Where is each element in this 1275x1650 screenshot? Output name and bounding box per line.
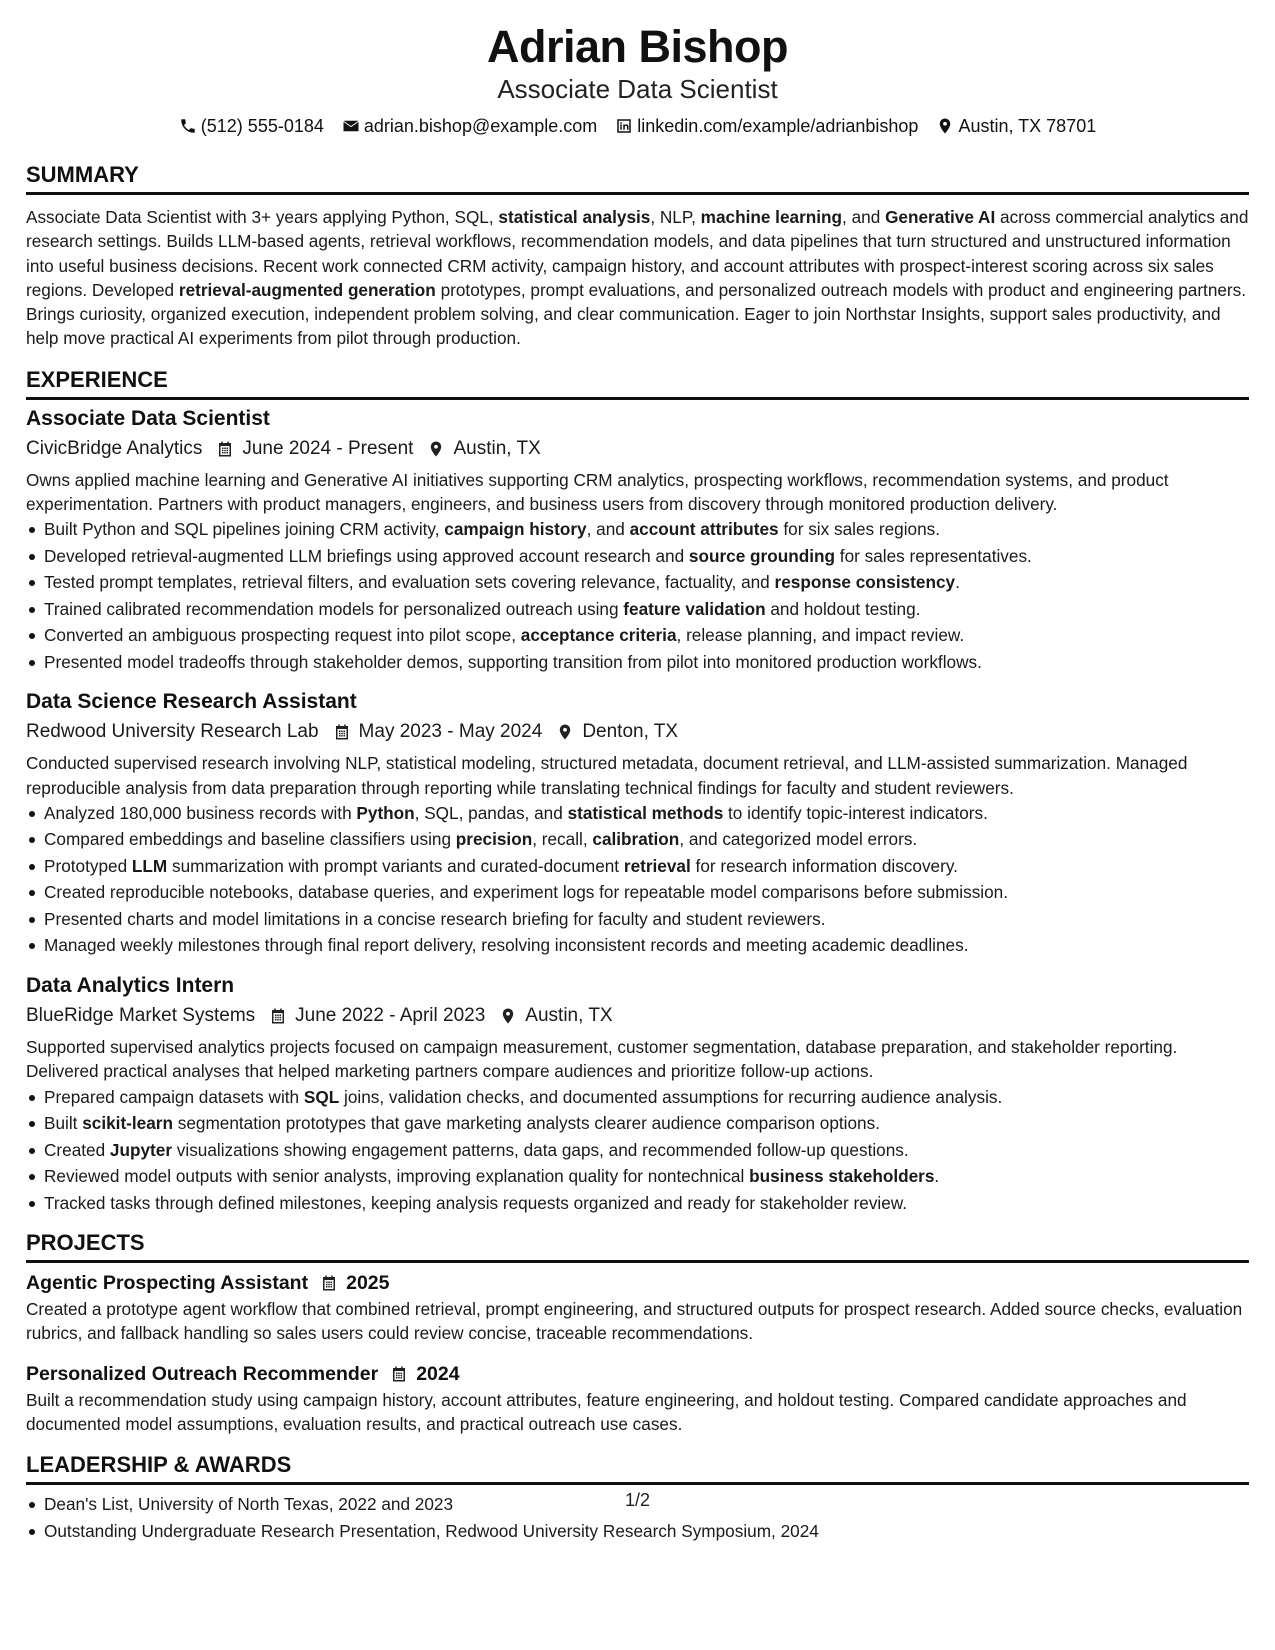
job-location: Austin, TX [453, 437, 541, 459]
bold-keyword: retrieval-augmented generation [178, 279, 436, 300]
experience-list [26, 404, 1249, 1216]
bullet-item [44, 1163, 1249, 1190]
map-marker-icon [936, 117, 954, 135]
text-run: Built Python and SQL pipelines joining CRM activity, [44, 519, 445, 540]
projects-section [26, 1228, 1249, 1436]
section-divider [26, 1260, 1249, 1263]
text-run: joins, validation checks, and documented assumptions for recurring audience analysis. [339, 1086, 1003, 1107]
bullet-item [44, 879, 1249, 906]
candidate-title: Associate Data Scientist [497, 74, 778, 104]
bold-keyword: source grounding [688, 545, 836, 566]
job-organization: CivicBridge Analytics [26, 437, 203, 459]
contact-linkedin[interactable] [615, 114, 918, 138]
text-run: Created [44, 1139, 110, 1160]
contact-location [936, 114, 1096, 138]
section-divider [26, 397, 1249, 400]
bullet-item [44, 516, 1249, 543]
text-run: Managed weekly milestones through final report delivery, resolving inconsistent records and meeting academic deadlines. [44, 935, 969, 956]
text-run: Created reproducible notebooks, database queries, and experiment logs for repeatable model comparisons before submission. [44, 882, 1009, 903]
bullet-item [44, 800, 1249, 827]
job-organization: BlueRidge Market Systems [26, 1004, 256, 1026]
page-number: 1/2 [624, 1490, 651, 1510]
text-run: Presented charts and model limitations in a concise research briefing for faculty and student reviewers. [44, 908, 826, 929]
text-run: Associate Data Scientist with 3+ years applying Python, SQL, [26, 207, 499, 227]
text-run: Built [44, 1113, 83, 1134]
projects-list [26, 1269, 1249, 1436]
bullet-item [44, 906, 1249, 933]
job-bullets [26, 516, 1249, 675]
text-run: summarization with prompt variants and curated-document [167, 855, 624, 876]
job-entry [26, 687, 1249, 959]
project-header [26, 1269, 1249, 1297]
summary-text [26, 205, 1249, 351]
calendar-icon [269, 1006, 287, 1026]
job-meta [26, 1001, 1249, 1031]
job-description: Conducted supervised research involving NLP, statistical modeling, structured metadata, document retrieval, and LLM-assisted summarization. Managed reproducible analysis from data preparation through reporting while translating technical findings for faculty and student reviewers. [26, 753, 1188, 798]
job-title: Data Analytics Intern [26, 973, 235, 997]
award-item: Outstanding Undergraduate Research Presentation, Redwood University Research Symposium, 2024 [44, 1518, 1249, 1545]
project-entry [26, 1360, 1249, 1437]
job-dates: May 2023 - May 2024 [358, 721, 543, 743]
text-run: Analyzed 180,000 business records with [44, 802, 357, 823]
bullet-item [44, 1110, 1249, 1137]
bullet-item [44, 649, 1249, 676]
bold-keyword: statistical analysis [498, 207, 651, 227]
text-run: . [955, 572, 960, 593]
project-name: Agentic Prospecting Assistant [26, 1272, 309, 1295]
text-run: , release planning, and impact review. [676, 625, 965, 646]
resume-content [26, 20, 1249, 1544]
location-text: Austin, TX 78701 [958, 116, 1097, 136]
text-run: Tested prompt templates, retrieval filters, and evaluation sets covering relevance, factuality, and [44, 572, 775, 593]
text-run: , NLP, [650, 207, 701, 227]
bold-keyword: machine learning [700, 207, 843, 227]
text-run: . [934, 1166, 940, 1187]
project-year: 2024 [416, 1362, 460, 1385]
text-run: Developed retrieval-augmented LLM briefings using approved account research and [44, 545, 689, 566]
job-location: Austin, TX [525, 1004, 613, 1026]
summary-section [26, 160, 1249, 351]
job-meta [26, 434, 1249, 464]
text-run: for research information discovery. [690, 855, 958, 876]
calendar-icon [333, 722, 351, 742]
phone-text: (512) 555-0184 [200, 116, 324, 136]
bullet-item [44, 569, 1249, 596]
envelope-icon [342, 117, 360, 135]
bold-keyword: Generative AI [885, 207, 996, 227]
section-title-leadership: LEADERSHIP & AWARDS [26, 1452, 292, 1478]
bullet-item [44, 596, 1249, 623]
map-marker-icon [427, 439, 445, 459]
job-location: Denton, TX [582, 721, 679, 743]
project-year: 2025 [346, 1272, 390, 1295]
job-organization: Redwood University Research Lab [26, 721, 319, 743]
map-marker-icon [499, 1006, 517, 1026]
bold-keyword: business stakeholders [749, 1166, 935, 1187]
text-run: Compared embeddings and baseline classifiers using [44, 829, 456, 850]
text-run: , recall, [532, 829, 593, 850]
text-run: across commercial analytics and research settings. Builds LLM-based agents, retrieval workflows, recommendation models, and data pipelines that turn structured and unstructured information into useful business decisions. Recent work connected CRM activity, campaign history, and account attributes with prospect-interest scoring across six sales regions. Developed [26, 207, 1249, 300]
bold-keyword: account attributes [629, 519, 779, 540]
contact-email[interactable] [342, 114, 597, 138]
bullet-item [44, 1137, 1249, 1164]
text-run: Reviewed model outputs with senior analysts, improving explanation quality for nontechnical [44, 1166, 750, 1187]
calendar-icon [390, 1364, 408, 1384]
bold-keyword: LLM [131, 855, 168, 876]
bullet-item [44, 1084, 1249, 1111]
job-description: Supported supervised analytics projects focused on campaign measurement, customer segmentation, database preparation, and stakeholder reporting. Delivered practical analyses that helped marketing partners compare audiences and prioritize follow-up actions. [26, 1036, 1178, 1082]
job-bullets [26, 800, 1249, 959]
phone-icon [179, 117, 197, 135]
bullet-item [44, 1190, 1249, 1217]
project-name: Personalized Outreach Recommender [26, 1362, 379, 1385]
section-divider [26, 1482, 1249, 1485]
bold-keyword: campaign history [444, 519, 587, 540]
bullet-item [44, 853, 1249, 880]
bold-keyword: retrieval [623, 855, 691, 876]
text-run: Tracked tasks through defined milestones, keeping analysis requests organized and ready for stakeholder review. [44, 1192, 908, 1213]
job-title: Data Science Research Assistant [26, 690, 357, 714]
contact-bar [26, 114, 1249, 138]
award-item: Dean's List, University of North Texas, 2022 and 2023 [44, 1491, 1249, 1518]
linkedin-text: linkedin.com/example/adrianbishop [637, 116, 919, 136]
bold-keyword: Python [356, 802, 415, 823]
text-run: , SQL, pandas, and [414, 802, 568, 823]
text-run: Prepared campaign datasets with [44, 1086, 304, 1107]
text-run: , and [586, 519, 630, 540]
text-run: Trained calibrated recommendation models for personalized outreach using [44, 598, 624, 619]
job-description: Owns applied machine learning and Generative AI initiatives supporting CRM analytics, prospecting workflows, recommendation systems, and product experimentation. Partners with product managers, engineers, and business users from discovery through monitored production delivery. [26, 469, 1169, 515]
bold-keyword: precision [455, 829, 533, 850]
calendar-icon [216, 439, 234, 459]
project-header [26, 1360, 1249, 1388]
text-run: for sales representatives. [835, 545, 1032, 566]
calendar-icon [320, 1273, 338, 1293]
bold-keyword: SQL [303, 1086, 340, 1107]
job-entry [26, 971, 1249, 1216]
experience-section [26, 365, 1249, 1216]
project-description: Built a recommendation study using campaign history, account attributes, feature engineering, and holdout testing. Compared candidate approaches and documented model assumptions, evaluation results, and practical outreach use cases. [26, 1389, 1187, 1434]
job-bullets [26, 1084, 1249, 1217]
contact-phone[interactable] [179, 114, 324, 138]
text-run: Converted an ambiguous prospecting request into pilot scope, [44, 625, 521, 646]
project-description: Created a prototype agent workflow that combined retrieval, prompt engineering, and structured outputs for prospect research. Added source checks, evaluation rubrics, and fallback handling so sales users could review concise, traceable recommendations. [26, 1299, 1243, 1344]
section-title-summary: SUMMARY [26, 162, 139, 187]
linkedin-icon [615, 117, 633, 135]
text-run: , and categorized model errors. [679, 829, 918, 850]
bold-keyword: statistical methods [567, 802, 724, 823]
project-entry [26, 1269, 1249, 1346]
text-run: Presented model tradeoffs through stakeholder demos, supporting transition from pilot into monitored production workflows. [44, 651, 982, 672]
job-title: Associate Data Scientist [26, 406, 270, 430]
bold-keyword: response consistency [774, 572, 956, 593]
email-text: adrian.bishop@example.com [363, 116, 598, 136]
text-run: and holdout testing. [765, 598, 921, 619]
bullet-item [44, 622, 1249, 649]
bold-keyword: calibration [592, 829, 680, 850]
job-dates: June 2024 - Present [242, 437, 414, 459]
section-title-projects: PROJECTS [26, 1230, 145, 1256]
map-marker-icon [556, 722, 574, 742]
section-divider [26, 192, 1249, 195]
resume-header [26, 20, 1249, 138]
text-run: to identify topic-interest indicators. [723, 802, 988, 823]
section-title-experience: EXPERIENCE [26, 366, 168, 392]
text-run: , and [842, 207, 886, 227]
job-meta [26, 717, 1249, 747]
bold-keyword: scikit-learn [82, 1113, 173, 1134]
bullet-item [44, 826, 1249, 853]
bold-keyword: feature validation [623, 598, 766, 619]
job-dates: June 2022 - April 2023 [295, 1004, 486, 1026]
bullet-item [44, 543, 1249, 570]
bold-keyword: Jupyter [109, 1139, 173, 1160]
bullet-item [44, 932, 1249, 959]
text-run: segmentation prototypes that gave marketing analysts clearer audience comparison options. [172, 1113, 880, 1134]
text-run: for six sales regions. [778, 519, 941, 540]
text-run: prototypes, prompt evaluations, and personalized outreach models with product and engineering partners. Brings curiosity, organized execution, independent problem solving, and clear communication. Eager to join Northstar Insights, support sales productivity, and help move practical AI experiments from pilot through production. [26, 279, 1247, 349]
text-run: Prototyped [44, 855, 132, 876]
bold-keyword: acceptance criteria [520, 625, 677, 646]
job-entry [26, 404, 1249, 676]
candidate-name: Adrian Bishop [486, 21, 788, 72]
text-run: visualizations showing engagement patterns, data gaps, and recommended follow-up questions. [172, 1139, 909, 1160]
